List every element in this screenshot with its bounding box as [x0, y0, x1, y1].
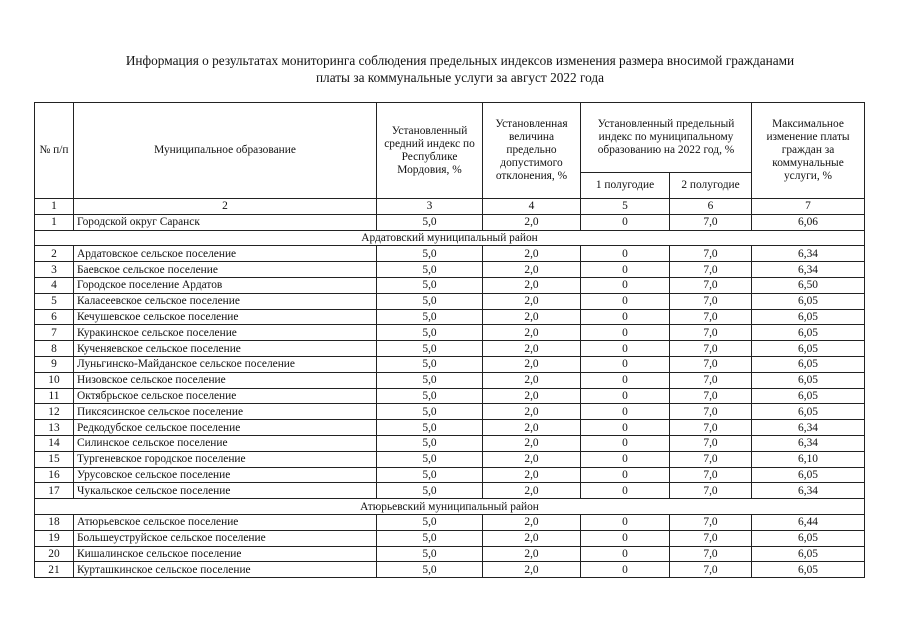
- row-half1: 0: [581, 325, 670, 341]
- row-no: 15: [35, 451, 74, 467]
- table-row: [35, 483, 865, 499]
- row-avg-index: 5,0: [377, 467, 483, 483]
- row-max-change: 6,05: [752, 309, 865, 325]
- row-no: 21: [35, 562, 74, 578]
- document-title: [40, 52, 880, 86]
- row-no: 19: [35, 530, 74, 546]
- row-no: 10: [35, 372, 74, 388]
- row-deviation: 2,0: [483, 325, 581, 341]
- table-row: [35, 546, 865, 562]
- header-no: № п/п: [35, 103, 74, 199]
- table-row: [35, 341, 865, 357]
- row-deviation: 2,0: [483, 451, 581, 467]
- row-name: Редкодубское сельское поселение: [74, 420, 377, 436]
- row-name: Кечушевское сельское поселение: [74, 309, 377, 325]
- header-avg-index: Установленный средний индекс по Республике Мордовия, %: [377, 103, 483, 199]
- row-avg-index: 5,0: [377, 341, 483, 357]
- row-avg-index: 5,0: [377, 246, 483, 262]
- region-atyurevo: Атюрьевский муниципальный район: [35, 499, 865, 515]
- row-max-change: 6,05: [752, 530, 865, 546]
- row-max-change: 6,05: [752, 356, 865, 372]
- table-row: [35, 388, 865, 404]
- region-ardatov: Ардатовский муниципальный район: [35, 230, 865, 246]
- row-deviation: 2,0: [483, 356, 581, 372]
- row-half2: 7,0: [670, 262, 752, 278]
- row-name: Ардатовское сельское поселение: [74, 246, 377, 262]
- row-name: Кученяевское сельское поселение: [74, 341, 377, 357]
- row-deviation: 2,0: [483, 262, 581, 278]
- row-avg-index: 5,0: [377, 451, 483, 467]
- row-half2: 7,0: [670, 341, 752, 357]
- row-name: Курташкинское сельское поселение: [74, 562, 377, 578]
- row-no: 1: [35, 214, 74, 230]
- row-deviation: 2,0: [483, 546, 581, 562]
- row-max-change: 6,44: [752, 514, 865, 530]
- row-half1: 0: [581, 562, 670, 578]
- row-half1: 0: [581, 467, 670, 483]
- row-avg-index: 5,0: [377, 514, 483, 530]
- row-max-change: 6,34: [752, 262, 865, 278]
- row-half1: 0: [581, 372, 670, 388]
- row-half2: 7,0: [670, 435, 752, 451]
- row-max-change: 6,05: [752, 562, 865, 578]
- row-half1: 0: [581, 277, 670, 293]
- table-row: [35, 404, 865, 420]
- row-deviation: 2,0: [483, 341, 581, 357]
- col-number: 2: [74, 199, 377, 215]
- row-half2: 7,0: [670, 451, 752, 467]
- row-name: Низовское сельское поселение: [74, 372, 377, 388]
- row-deviation: 2,0: [483, 214, 581, 230]
- row-name: Луньгинско-Майданское сельское поселение: [74, 356, 377, 372]
- row-avg-index: 5,0: [377, 309, 483, 325]
- row-deviation: 2,0: [483, 530, 581, 546]
- row-deviation: 2,0: [483, 372, 581, 388]
- row-max-change: 6,05: [752, 341, 865, 357]
- row-half2: 7,0: [670, 514, 752, 530]
- row-max-change: 6,34: [752, 483, 865, 499]
- row-deviation: 2,0: [483, 562, 581, 578]
- row-no: 16: [35, 467, 74, 483]
- col-number: 3: [377, 199, 483, 215]
- row-max-change: 6,10: [752, 451, 865, 467]
- table-row: [35, 262, 865, 278]
- row-no: 2: [35, 246, 74, 262]
- row-half1: 0: [581, 420, 670, 436]
- row-no: 14: [35, 435, 74, 451]
- header-max-change: Максимальное изменение платы граждан за коммунальные услуги, %: [752, 103, 865, 199]
- row-no: 17: [35, 483, 74, 499]
- row-name: Атюрьевское сельское поселение: [74, 514, 377, 530]
- row-max-change: 6,34: [752, 420, 865, 436]
- table-row: [35, 309, 865, 325]
- row-max-change: 6,05: [752, 388, 865, 404]
- col-number: 4: [483, 199, 581, 215]
- row-half1: 0: [581, 341, 670, 357]
- table-row: [35, 246, 865, 262]
- column-number-row: [35, 199, 865, 215]
- table-row: [35, 420, 865, 436]
- row-deviation: 2,0: [483, 404, 581, 420]
- row-avg-index: 5,0: [377, 388, 483, 404]
- row-deviation: 2,0: [483, 309, 581, 325]
- row-deviation: 2,0: [483, 483, 581, 499]
- row-max-change: 6,34: [752, 246, 865, 262]
- header-half2: 2 полугодие: [670, 173, 752, 199]
- row-half2: 7,0: [670, 530, 752, 546]
- col-number: 5: [581, 199, 670, 215]
- row-no: 9: [35, 356, 74, 372]
- table-row: [35, 562, 865, 578]
- row-half2: 7,0: [670, 309, 752, 325]
- table-row: [35, 214, 865, 230]
- title-line-1: Информация о результатах мониторинга соблюдения предельных индексов изменения размера вносимой гражданами: [125, 53, 795, 68]
- row-no: 12: [35, 404, 74, 420]
- table-row: [35, 467, 865, 483]
- table-row: [35, 514, 865, 530]
- row-half2: 7,0: [670, 277, 752, 293]
- col-number: 1: [35, 199, 74, 215]
- row-name: Куракинское сельское поселение: [74, 325, 377, 341]
- row-half1: 0: [581, 451, 670, 467]
- row-name: Урусовское сельское поселение: [74, 467, 377, 483]
- row-half1: 0: [581, 483, 670, 499]
- row-half1: 0: [581, 530, 670, 546]
- row-half1: 0: [581, 435, 670, 451]
- row-half1: 0: [581, 309, 670, 325]
- header-deviation: Установленная величина предельно допустимого отклонения, %: [483, 103, 581, 199]
- row-avg-index: 5,0: [377, 214, 483, 230]
- row-max-change: 6,05: [752, 325, 865, 341]
- row-avg-index: 5,0: [377, 325, 483, 341]
- row-no: 5: [35, 293, 74, 309]
- row-name: Пиксясинское сельское поселение: [74, 404, 377, 420]
- row-half2: 7,0: [670, 388, 752, 404]
- row-no: 11: [35, 388, 74, 404]
- row-name: Городское поселение Ардатов: [74, 277, 377, 293]
- row-deviation: 2,0: [483, 514, 581, 530]
- row-max-change: 6,06: [752, 214, 865, 230]
- table-row: [35, 293, 865, 309]
- row-name: Тургеневское городское поселение: [74, 451, 377, 467]
- row-name: Каласеевское сельское поселение: [74, 293, 377, 309]
- title-line-2: платы за коммунальные услуги за август 2022 года: [315, 70, 605, 85]
- row-no: 13: [35, 420, 74, 436]
- row-avg-index: 5,0: [377, 262, 483, 278]
- row-avg-index: 5,0: [377, 404, 483, 420]
- row-half2: 7,0: [670, 404, 752, 420]
- row-no: 8: [35, 341, 74, 357]
- row-name: Баевское сельское поселение: [74, 262, 377, 278]
- row-avg-index: 5,0: [377, 277, 483, 293]
- row-half1: 0: [581, 246, 670, 262]
- table-row: [35, 372, 865, 388]
- row-no: 18: [35, 514, 74, 530]
- row-max-change: 6,05: [752, 467, 865, 483]
- row-name: Городской округ Саранск: [74, 214, 377, 230]
- row-deviation: 2,0: [483, 277, 581, 293]
- header-half1: 1 полугодие: [581, 173, 670, 199]
- row-avg-index: 5,0: [377, 546, 483, 562]
- row-max-change: 6,50: [752, 277, 865, 293]
- row-name: Кишалинское сельское поселение: [74, 546, 377, 562]
- row-deviation: 2,0: [483, 293, 581, 309]
- row-avg-index: 5,0: [377, 435, 483, 451]
- row-half1: 0: [581, 546, 670, 562]
- table-row: [35, 356, 865, 372]
- row-half1: 0: [581, 262, 670, 278]
- row-deviation: 2,0: [483, 467, 581, 483]
- row-deviation: 2,0: [483, 388, 581, 404]
- header-municipality: Муниципальное образование: [74, 103, 377, 199]
- row-deviation: 2,0: [483, 246, 581, 262]
- row-half2: 7,0: [670, 293, 752, 309]
- table-row: [35, 435, 865, 451]
- row-max-change: 6,05: [752, 372, 865, 388]
- row-half1: 0: [581, 404, 670, 420]
- table-row: [35, 277, 865, 293]
- row-avg-index: 5,0: [377, 420, 483, 436]
- row-half2: 7,0: [670, 467, 752, 483]
- row-max-change: 6,05: [752, 404, 865, 420]
- row-half2: 7,0: [670, 325, 752, 341]
- row-half2: 7,0: [670, 483, 752, 499]
- row-half2: 7,0: [670, 372, 752, 388]
- row-half2: 7,0: [670, 562, 752, 578]
- table-row: [35, 451, 865, 467]
- region-row: [35, 499, 865, 515]
- header-limit-index: Установленный предельный индекс по муниципальному образованию на 2022 год, %: [581, 103, 752, 173]
- row-avg-index: 5,0: [377, 562, 483, 578]
- row-deviation: 2,0: [483, 420, 581, 436]
- row-half1: 0: [581, 356, 670, 372]
- row-avg-index: 5,0: [377, 372, 483, 388]
- row-no: 3: [35, 262, 74, 278]
- row-half1: 0: [581, 214, 670, 230]
- table-row: [35, 325, 865, 341]
- monitoring-table: [34, 102, 865, 578]
- row-avg-index: 5,0: [377, 483, 483, 499]
- row-half1: 0: [581, 293, 670, 309]
- row-name: Большеуструйское сельское поселение: [74, 530, 377, 546]
- row-avg-index: 5,0: [377, 530, 483, 546]
- row-half2: 7,0: [670, 214, 752, 230]
- row-name: Октябрьское сельское поселение: [74, 388, 377, 404]
- row-half1: 0: [581, 388, 670, 404]
- row-half1: 0: [581, 514, 670, 530]
- col-number: 7: [752, 199, 865, 215]
- row-half2: 7,0: [670, 356, 752, 372]
- row-avg-index: 5,0: [377, 293, 483, 309]
- col-number: 6: [670, 199, 752, 215]
- row-no: 20: [35, 546, 74, 562]
- row-max-change: 6,34: [752, 435, 865, 451]
- row-name: Силинское сельское поселение: [74, 435, 377, 451]
- row-deviation: 2,0: [483, 435, 581, 451]
- row-avg-index: 5,0: [377, 356, 483, 372]
- row-max-change: 6,05: [752, 293, 865, 309]
- row-no: 6: [35, 309, 74, 325]
- row-half2: 7,0: [670, 420, 752, 436]
- table-row: [35, 530, 865, 546]
- region-row: [35, 230, 865, 246]
- row-half2: 7,0: [670, 546, 752, 562]
- row-max-change: 6,05: [752, 546, 865, 562]
- row-no: 7: [35, 325, 74, 341]
- row-no: 4: [35, 277, 74, 293]
- row-name: Чукальское сельское поселение: [74, 483, 377, 499]
- row-half2: 7,0: [670, 246, 752, 262]
